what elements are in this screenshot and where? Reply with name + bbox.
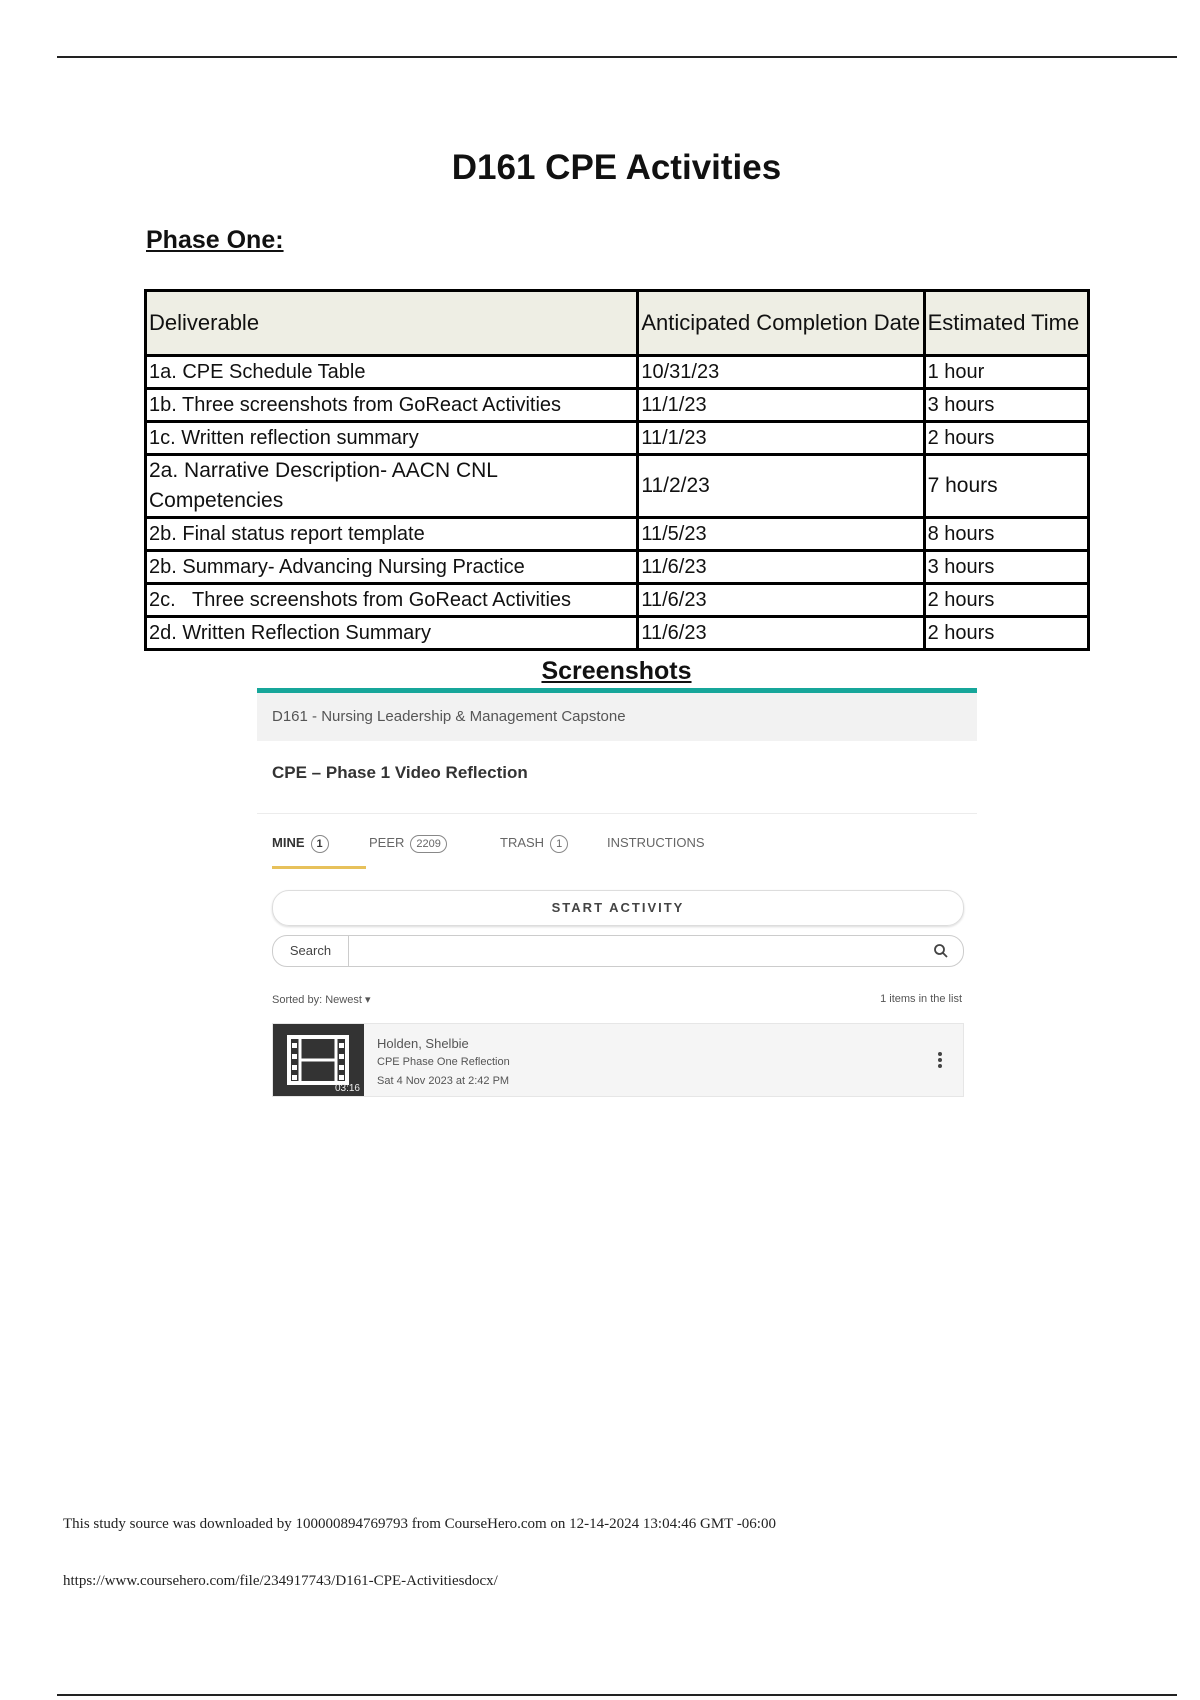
- tab-peer-label: PEER: [369, 835, 405, 850]
- tab-mine-count: 1: [311, 835, 329, 853]
- table-row: [146, 455, 1089, 518]
- tab-instructions-label: INSTRUCTIONS: [607, 835, 705, 850]
- cell-date: 11/6/23: [638, 584, 924, 617]
- cell-time: 1 hour: [924, 356, 1088, 389]
- cell-date: 11/5/23: [638, 518, 924, 551]
- cell-deliverable: 2a. Narrative Description- AACN CNL Competencies: [146, 455, 638, 518]
- cell-deliverable: 1b. Three screenshots from GoReact Activities: [146, 389, 638, 422]
- embedded-screenshot: [257, 688, 977, 1113]
- video-thumbnail[interactable]: [273, 1024, 364, 1096]
- schedule-table: [144, 289, 1090, 651]
- top-rule: [57, 56, 1177, 58]
- search-input[interactable]: [353, 939, 927, 965]
- more-options-icon[interactable]: [937, 1051, 943, 1069]
- cell-time: 2 hours: [924, 617, 1088, 650]
- table-row: [146, 584, 1089, 617]
- item-meta: [377, 1034, 510, 1091]
- table-row: [146, 518, 1089, 551]
- search-icon[interactable]: [933, 943, 949, 959]
- cell-date: 10/31/23: [638, 356, 924, 389]
- search-bar: [272, 935, 964, 967]
- tab-mine[interactable]: [272, 835, 329, 853]
- cell-date: 11/6/23: [638, 551, 924, 584]
- cell-date: 11/1/23: [638, 422, 924, 455]
- tab-trash-label: TRASH: [500, 835, 545, 850]
- cell-deliverable: 2d. Written Reflection Summary: [146, 617, 638, 650]
- search-label: Search: [273, 936, 349, 966]
- tab-peer-count: 2209: [410, 835, 446, 853]
- sort-label: Sorted by: Newest: [272, 994, 362, 1006]
- item-author: Holden, Shelbie: [377, 1036, 469, 1051]
- source-url[interactable]: https://www.coursehero.com/file/234917743/D161-CPE-Activitiesdocx/: [63, 1573, 498, 1589]
- screenshots-heading: Screenshots: [541, 657, 692, 685]
- cell-deliverable: 2b. Summary- Advancing Nursing Practice: [146, 551, 638, 584]
- table-row: [146, 389, 1089, 422]
- breadcrumb[interactable]: D161 - Nursing Leadership & Management Capstone: [257, 693, 977, 741]
- cell-date: 11/1/23: [638, 389, 924, 422]
- download-notice: This study source was downloaded by 100000894769793 from CourseHero.com on 12-14-2024 13:04:46 GMT -06:00: [63, 1516, 776, 1532]
- tab-trash[interactable]: [500, 835, 568, 853]
- phase-heading: Phase One:: [146, 226, 284, 254]
- tab-trash-count: 1: [550, 835, 568, 853]
- activity-heading: CPE – Phase 1 Video Reflection: [272, 763, 528, 782]
- cell-date: 11/6/23: [638, 617, 924, 650]
- cell-time: 8 hours: [924, 518, 1088, 551]
- table-row: [146, 551, 1089, 584]
- tab-peer[interactable]: [369, 835, 447, 853]
- cell-time: 7 hours: [924, 455, 1088, 518]
- bottom-rule: [57, 1694, 1177, 1696]
- divider: [257, 813, 977, 814]
- video-duration: 03:16: [334, 1083, 360, 1094]
- item-activity: CPE Phase One Reflection: [377, 1056, 510, 1068]
- caret-down-icon: ▾: [364, 994, 371, 1006]
- tab-instructions[interactable]: [607, 835, 705, 850]
- header-completion-date: Anticipated Completion Date: [638, 291, 924, 356]
- header-estimated-time: Estimated Time: [924, 291, 1088, 356]
- sort-dropdown[interactable]: [272, 993, 370, 1006]
- cell-deliverable: 2b. Final status report template: [146, 518, 638, 551]
- cell-deliverable: 2c. Three screenshots from GoReact Activities: [146, 584, 638, 617]
- cell-date: 11/2/23: [638, 455, 924, 518]
- document-title: D161 CPE Activities: [451, 148, 782, 187]
- tab-mine-label: MINE: [272, 835, 305, 850]
- start-activity-button[interactable]: START ACTIVITY: [272, 890, 964, 926]
- table-row: [146, 422, 1089, 455]
- items-count: 1 items in the list: [880, 993, 962, 1005]
- active-tab-indicator: [272, 866, 366, 869]
- cell-time: 3 hours: [924, 389, 1088, 422]
- table-header-row: [146, 291, 1089, 356]
- list-item[interactable]: [272, 1023, 964, 1097]
- cell-time: 2 hours: [924, 584, 1088, 617]
- table-row: [146, 617, 1089, 650]
- cell-time: 2 hours: [924, 422, 1088, 455]
- cell-deliverable: 1c. Written reflection summary: [146, 422, 638, 455]
- cell-time: 3 hours: [924, 551, 1088, 584]
- header-deliverable: Deliverable: [146, 291, 638, 356]
- cell-deliverable: 1a. CPE Schedule Table: [146, 356, 638, 389]
- table-row: [146, 356, 1089, 389]
- item-datetime: Sat 4 Nov 2023 at 2:42 PM: [377, 1075, 510, 1087]
